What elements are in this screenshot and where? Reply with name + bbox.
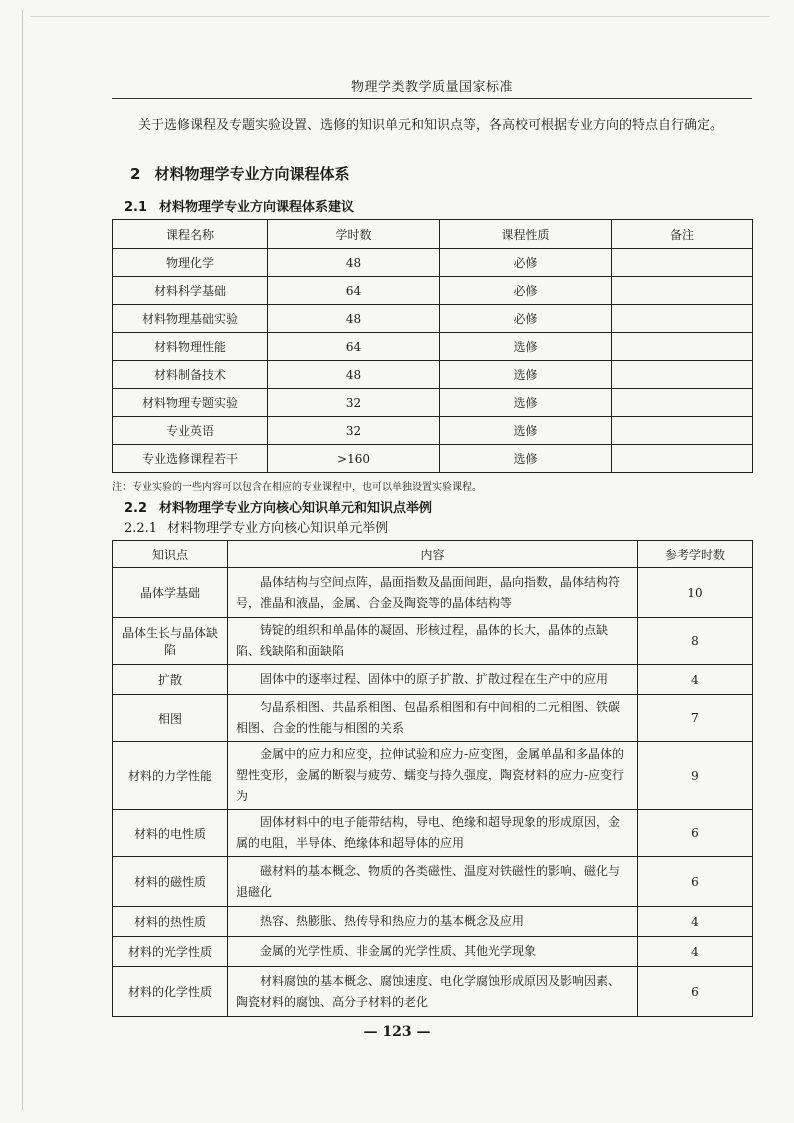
section-2-2-heading bbox=[124, 497, 432, 516]
hours-cell: 48 bbox=[268, 361, 440, 389]
header-rule bbox=[112, 98, 752, 99]
content-cell: 铸锭的组织和单晶体的凝固、形核过程，晶体的长大，晶体的点缺陷、线缺陷和面缺陷 bbox=[228, 618, 638, 665]
content-cell: 金属中的应力和应变，拉伸试验和应力-应变图，金属单晶和多晶体的塑性变形，金属的断裂与疲劳、蠕变与持久强度，陶瓷材料的应力-应变行为 bbox=[228, 742, 638, 810]
remark-cell bbox=[612, 445, 753, 473]
column-header: 课程性质 bbox=[440, 220, 612, 249]
knowledge-point-cell: 相图 bbox=[113, 695, 228, 742]
scan-edge bbox=[22, 10, 23, 1110]
hours-cell: 64 bbox=[268, 333, 440, 361]
table-row bbox=[113, 907, 753, 937]
course-type-cell: 选修 bbox=[440, 333, 612, 361]
content-cell: 热容、热膨胀、热传导和热应力的基本概念及应用 bbox=[228, 907, 638, 937]
page-number: — 123 — bbox=[363, 1024, 431, 1040]
knowledge-table bbox=[112, 540, 753, 1017]
section-title: 材料物理学专业方向核心知识单元和知识点举例 bbox=[159, 501, 433, 516]
knowledge-point-cell: 晶体学基础 bbox=[113, 568, 228, 618]
knowledge-point-cell: 材料的电性质 bbox=[113, 810, 228, 857]
section-2-1-heading bbox=[124, 196, 354, 215]
content-cell: 固体材料中的电子能带结构，导电、绝缘和超导现象的形成原因，金属的电阻，半导体、绝缘体和超导体的应用 bbox=[228, 810, 638, 857]
hours-cell: >160 bbox=[268, 445, 440, 473]
course-type-cell: 选修 bbox=[440, 389, 612, 417]
section-2-2-1-heading bbox=[124, 517, 388, 536]
table-header-row bbox=[113, 220, 753, 249]
course-name-cell: 材料制备技术 bbox=[113, 361, 268, 389]
course-type-cell: 选修 bbox=[440, 445, 612, 473]
table-header-row bbox=[113, 541, 753, 568]
remark-cell bbox=[612, 417, 753, 445]
knowledge-point-cell: 材料的热性质 bbox=[113, 907, 228, 937]
column-header: 内容 bbox=[228, 541, 638, 568]
table-note: 注：专业实验的一些内容可以包含在相应的专业课程中，也可以单独设置实验课程。 bbox=[112, 482, 482, 493]
course-type-cell: 选修 bbox=[440, 417, 612, 445]
content-cell: 固体中的逐率过程、固体中的原子扩散、扩散过程在生产中的应用 bbox=[228, 665, 638, 695]
content-cell: 晶体结构与空间点阵，晶面指数及晶面间距，晶向指数，晶体结构符号，准晶和液晶，金属、合金及陶瓷等的晶体结构等 bbox=[228, 568, 638, 618]
section-title: 材料物理学专业方向核心知识单元举例 bbox=[167, 521, 389, 536]
hours-cell: 4 bbox=[638, 937, 753, 967]
table-row bbox=[113, 618, 753, 665]
course-name-cell: 物理化学 bbox=[113, 249, 268, 277]
section-number: 2.2 bbox=[124, 501, 148, 516]
intro-paragraph: 关于选修课程及专题实验设置、选修的知识单元和知识点等，各高校可根据专业方向的特点自行确定。 bbox=[138, 118, 724, 133]
scan-edge-top bbox=[30, 16, 770, 17]
remark-cell bbox=[612, 389, 753, 417]
hours-cell: 32 bbox=[268, 417, 440, 445]
table-row bbox=[113, 249, 753, 277]
table-row bbox=[113, 568, 753, 618]
knowledge-point-cell: 晶体生长与晶体缺陷 bbox=[113, 618, 228, 665]
column-header: 参考学时数 bbox=[638, 541, 753, 568]
course-name-cell: 专业选修课程若干 bbox=[113, 445, 268, 473]
hours-cell: 10 bbox=[638, 568, 753, 618]
hours-cell: 8 bbox=[638, 618, 753, 665]
column-header: 学时数 bbox=[268, 220, 440, 249]
hours-cell: 64 bbox=[268, 277, 440, 305]
hours-cell: 32 bbox=[268, 389, 440, 417]
content-cell: 匀晶系相图、共晶系相图、包晶系相图和有中间相的二元相图、铁碳相图、合金的性能与相图的关系 bbox=[228, 695, 638, 742]
section-2-heading bbox=[130, 163, 349, 184]
table-row bbox=[113, 937, 753, 967]
course-name-cell: 材料物理专题实验 bbox=[113, 389, 268, 417]
hours-cell: 7 bbox=[638, 695, 753, 742]
remark-cell bbox=[612, 277, 753, 305]
table-row bbox=[113, 695, 753, 742]
knowledge-point-cell: 材料的力学性能 bbox=[113, 742, 228, 810]
course-name-cell: 材料物理性能 bbox=[113, 333, 268, 361]
hours-cell: 4 bbox=[638, 665, 753, 695]
column-header: 课程名称 bbox=[113, 220, 268, 249]
table-row bbox=[113, 361, 753, 389]
content-cell: 磁材料的基本概念、物质的各类磁性、温度对铁磁性的影响、磁化与退磁化 bbox=[228, 857, 638, 907]
remark-cell bbox=[612, 333, 753, 361]
knowledge-point-cell: 材料的化学性质 bbox=[113, 967, 228, 1017]
table-row bbox=[113, 333, 753, 361]
section-title: 材料物理学专业方向课程体系 bbox=[154, 165, 350, 183]
hours-cell: 9 bbox=[638, 742, 753, 810]
table-row bbox=[113, 277, 753, 305]
table-row bbox=[113, 305, 753, 333]
hours-cell: 4 bbox=[638, 907, 753, 937]
section-number: 2 bbox=[130, 165, 141, 183]
course-table bbox=[112, 219, 753, 473]
remark-cell bbox=[612, 361, 753, 389]
column-header: 知识点 bbox=[113, 541, 228, 568]
section-number: 2.2.1 bbox=[124, 521, 158, 536]
content-cell: 材料腐蚀的基本概念、腐蚀速度、电化学腐蚀形成原因及影响因素、陶瓷材料的腐蚀、高分子材料的老化 bbox=[228, 967, 638, 1017]
table-row bbox=[113, 389, 753, 417]
knowledge-point-cell: 材料的磁性质 bbox=[113, 857, 228, 907]
knowledge-point-cell: 材料的光学性质 bbox=[113, 937, 228, 967]
table-row bbox=[113, 417, 753, 445]
column-header: 备注 bbox=[612, 220, 753, 249]
remark-cell bbox=[612, 305, 753, 333]
table-row bbox=[113, 445, 753, 473]
hours-cell: 6 bbox=[638, 857, 753, 907]
section-number: 2.1 bbox=[124, 200, 148, 215]
remark-cell bbox=[612, 249, 753, 277]
course-type-cell: 必修 bbox=[440, 305, 612, 333]
table-row bbox=[113, 810, 753, 857]
course-name-cell: 材料科学基础 bbox=[113, 277, 268, 305]
section-title: 材料物理学专业方向课程体系建议 bbox=[159, 200, 355, 215]
course-name-cell: 专业英语 bbox=[113, 417, 268, 445]
table-row bbox=[113, 742, 753, 810]
hours-cell: 48 bbox=[268, 305, 440, 333]
hours-cell: 6 bbox=[638, 967, 753, 1017]
course-name-cell: 材料物理基础实验 bbox=[113, 305, 268, 333]
hours-cell: 48 bbox=[268, 249, 440, 277]
hours-cell: 6 bbox=[638, 810, 753, 857]
table-row bbox=[113, 665, 753, 695]
table-row bbox=[113, 857, 753, 907]
course-type-cell: 必修 bbox=[440, 277, 612, 305]
course-type-cell: 必修 bbox=[440, 249, 612, 277]
table-row bbox=[113, 967, 753, 1017]
content-cell: 金属的光学性质、非金属的光学性质、其他光学现象 bbox=[228, 937, 638, 967]
knowledge-point-cell: 扩散 bbox=[113, 665, 228, 695]
running-head: 物理学类教学质量国家标准 bbox=[350, 80, 513, 95]
course-type-cell: 选修 bbox=[440, 361, 612, 389]
